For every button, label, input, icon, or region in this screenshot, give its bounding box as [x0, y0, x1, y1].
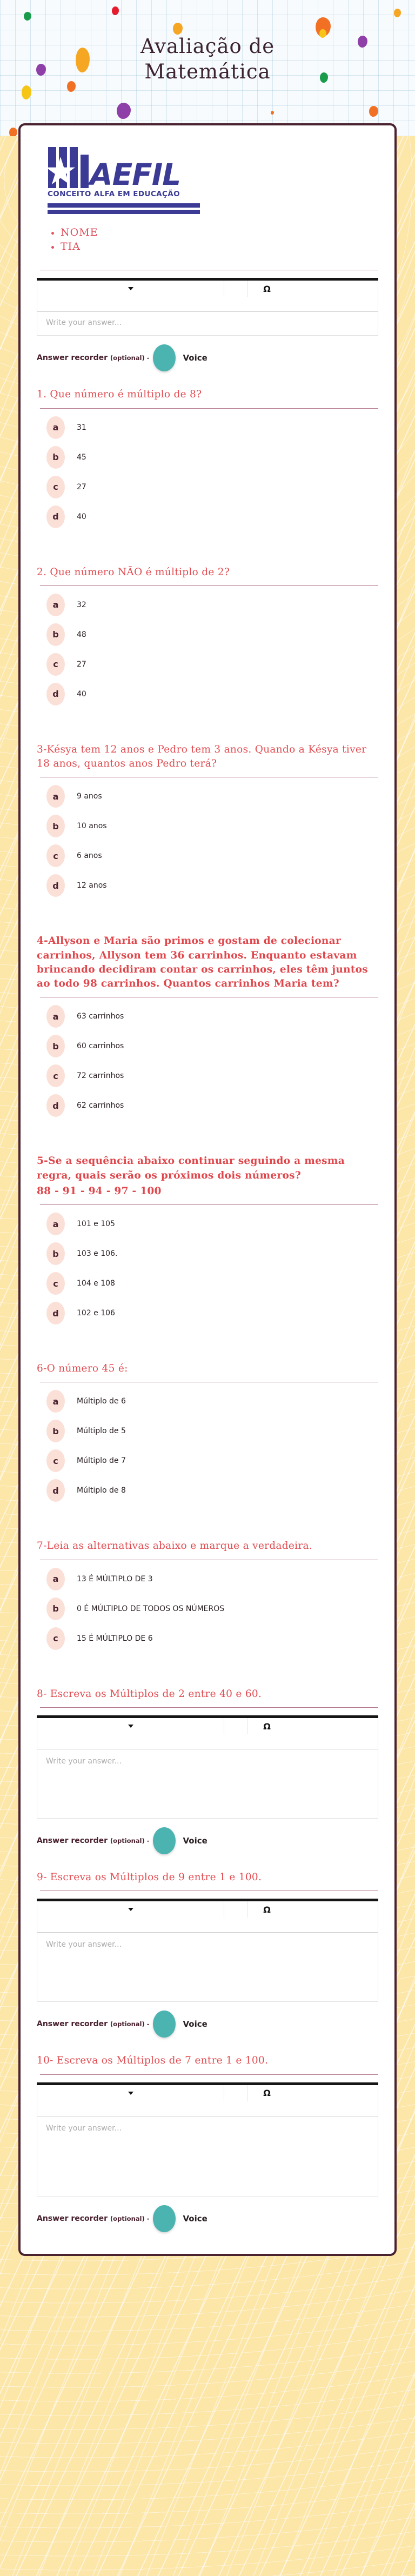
- option-key-badge: c: [46, 1064, 65, 1087]
- toolbar-divider-cell: [224, 281, 248, 297]
- option-label: 40: [77, 512, 86, 521]
- question-text: 7-Leia as alternativas abaixo e marque a verdadeira.: [37, 1540, 312, 1552]
- option-row[interactable]: [46, 1479, 378, 1502]
- omega-icon: Ω: [263, 1721, 271, 1732]
- special-character-button[interactable]: [248, 2085, 286, 2101]
- toolbar-divider-cell: [224, 2085, 248, 2101]
- voice-label: Voice: [183, 2213, 208, 2224]
- option-row[interactable]: [46, 446, 378, 469]
- editor-toolbar[interactable]: [37, 1901, 378, 1933]
- option-key-badge: b: [46, 1035, 65, 1057]
- option-row[interactable]: [46, 1272, 378, 1295]
- question-text: 9- Escreva os Múltiplos de 9 entre 1 e 100.: [37, 1872, 262, 1883]
- recorder-optional-note: (optional) -: [110, 2214, 150, 2222]
- option-row[interactable]: [46, 1449, 378, 1472]
- question-text: 4-Allyson e Maria são primos e gostam de colecionar carrinhos, Allyson tem 36 carrinhos. Enquanto estavam brincando decidiram contar os carrinhos, eles têm juntos ao todo 98 carrinhos. Quantos carrinhos Maria tem?: [37, 935, 369, 990]
- divider: [40, 2074, 378, 2075]
- divider: [40, 1204, 378, 1205]
- answer-input[interactable]: Write your answer...: [37, 2116, 378, 2196]
- option-key-badge: a: [46, 1005, 65, 1028]
- option-key-badge: d: [46, 1094, 65, 1117]
- option-label: 10 anos: [77, 822, 107, 831]
- question-sequence: 88 - 91 - 94 - 97 - 100: [37, 1185, 162, 1197]
- option-key-badge: b: [46, 1597, 65, 1620]
- answer-recorder: [37, 2205, 378, 2232]
- record-voice-button[interactable]: [153, 1827, 176, 1854]
- paint-blot-decoration: [24, 12, 31, 21]
- identity-item-tia: TIA: [61, 240, 378, 254]
- option-key-badge: c: [46, 653, 65, 676]
- option-row[interactable]: [46, 785, 378, 808]
- option-label: 48: [77, 630, 86, 639]
- option-label: 6 anos: [77, 851, 102, 861]
- recorder-label: Answer recorder (optional) -: [37, 354, 150, 363]
- question-text: 1. Que número é múltiplo de 8?: [37, 389, 202, 401]
- option-row[interactable]: [46, 594, 378, 616]
- option-key-badge: a: [46, 785, 65, 808]
- option-list: [46, 416, 378, 528]
- option-row[interactable]: [46, 1005, 378, 1028]
- special-character-button[interactable]: [248, 281, 286, 297]
- question-q7: [37, 1539, 378, 1649]
- toolbar-divider-cell: [224, 1718, 248, 1734]
- paint-blot-decoration: [394, 9, 401, 17]
- option-key-badge: a: [46, 1568, 65, 1590]
- option-row[interactable]: [46, 505, 378, 528]
- option-label: 15 É MÚLTIPLO DE 6: [77, 1634, 153, 1643]
- divider: [40, 408, 378, 409]
- omega-icon: Ω: [263, 2088, 271, 2099]
- omega-icon: Ω: [263, 1904, 271, 1915]
- question-q9: [37, 1871, 378, 2038]
- answer-recorder: [37, 1827, 378, 1854]
- option-row[interactable]: [46, 1302, 378, 1324]
- answer-input[interactable]: Write your answer...: [37, 1933, 378, 2002]
- option-row[interactable]: [46, 815, 378, 837]
- recorder-optional-note: (optional) -: [110, 1837, 150, 1845]
- option-key-badge: d: [46, 505, 65, 528]
- option-label: 31: [77, 423, 86, 432]
- option-key-badge: b: [46, 446, 65, 469]
- quiz-card: [18, 123, 397, 2256]
- option-list: [46, 1390, 378, 1502]
- option-row[interactable]: [46, 1597, 378, 1620]
- recorder-optional-note: (optional) -: [110, 354, 150, 362]
- voice-label: Voice: [183, 1836, 208, 1846]
- option-label: 12 anos: [77, 881, 107, 890]
- divider: [40, 585, 378, 586]
- option-key-badge: a: [46, 1213, 65, 1235]
- chevron-down-icon: [128, 287, 133, 290]
- option-key-badge: b: [46, 1242, 65, 1265]
- special-character-button[interactable]: [248, 1718, 286, 1734]
- page-title: [0, 34, 415, 85]
- divider: [40, 1707, 378, 1708]
- option-row[interactable]: [46, 1568, 378, 1590]
- option-label: 60 carrinhos: [77, 1042, 124, 1051]
- question-q3: [37, 743, 378, 897]
- identity-answer-block: [37, 270, 378, 371]
- option-key-badge: a: [46, 594, 65, 616]
- option-key-badge: b: [46, 815, 65, 837]
- option-label: 45: [77, 452, 86, 462]
- question-text: 10- Escreva os Múltiplos de 7 entre 1 e 100.: [37, 2055, 269, 2067]
- option-key-badge: d: [46, 1479, 65, 1502]
- recorder-label: Answer recorder (optional) -: [37, 2020, 150, 2029]
- option-label: 101 e 105: [77, 1220, 115, 1229]
- answer-editor[interactable]: [37, 1715, 378, 1819]
- option-key-badge: d: [46, 683, 65, 705]
- logo-underline: [48, 203, 209, 214]
- omega-icon: Ω: [263, 283, 271, 294]
- format-dropdown[interactable]: [37, 281, 224, 297]
- option-key-badge: c: [46, 1272, 65, 1295]
- editor-toolbar[interactable]: [37, 1718, 378, 1749]
- option-list: [46, 1213, 378, 1324]
- option-label: 63 carrinhos: [77, 1012, 124, 1021]
- paint-blot-decoration: [112, 6, 119, 15]
- paint-blot-decoration: [117, 103, 131, 119]
- option-key-badge: d: [46, 874, 65, 897]
- page-header: [0, 0, 415, 136]
- option-row[interactable]: [46, 1420, 378, 1442]
- option-key-badge: a: [46, 416, 65, 439]
- editor-toolbar[interactable]: [37, 2085, 378, 2116]
- question-q4: [37, 934, 378, 1117]
- format-dropdown[interactable]: [37, 2085, 224, 2101]
- page-title-line-1: Avaliação de: [140, 35, 275, 58]
- questions-container: [37, 270, 378, 2232]
- chevron-down-icon: [128, 2092, 133, 2095]
- recorder-label: Answer recorder (optional) -: [37, 2214, 150, 2223]
- question-q8: [37, 1687, 378, 1854]
- logo-wordmark: AEFIL: [90, 157, 181, 192]
- option-key-badge: b: [46, 623, 65, 646]
- recorder-optional-note: (optional) -: [110, 2020, 150, 2028]
- format-dropdown[interactable]: [37, 1901, 224, 1918]
- paint-blot-decoration: [271, 111, 274, 115]
- option-row[interactable]: [46, 1213, 378, 1235]
- page-title-line-2: Matemática: [144, 60, 271, 84]
- option-key-badge: c: [46, 1627, 65, 1650]
- option-row[interactable]: [46, 1035, 378, 1057]
- answer-recorder: [37, 2011, 378, 2038]
- option-key-badge: c: [46, 476, 65, 498]
- paint-blot-decoration: [173, 23, 183, 35]
- logo-mark-icon: [46, 147, 92, 188]
- option-row[interactable]: [46, 844, 378, 867]
- option-row[interactable]: [46, 683, 378, 705]
- question-text: 6-O número 45 é:: [37, 1363, 128, 1375]
- answer-editor[interactable]: [37, 2082, 378, 2196]
- option-label: 13 É MÚLTIPLO DE 3: [77, 1574, 153, 1583]
- chevron-down-icon: [128, 1725, 133, 1728]
- chevron-down-icon: [128, 1908, 133, 1911]
- question-text: 3-Késya tem 12 anos e Pedro tem 3 anos. Quando a Késya tiver 18 anos, quantos anos Pedro terá?: [37, 743, 367, 770]
- answer-editor[interactable]: [37, 1899, 378, 2002]
- option-label: Múltiplo de 5: [77, 1427, 126, 1436]
- option-row[interactable]: [46, 1242, 378, 1265]
- identity-field-list: [61, 226, 378, 254]
- option-key-badge: d: [46, 1302, 65, 1324]
- option-row[interactable]: [46, 623, 378, 646]
- option-row[interactable]: [46, 1390, 378, 1413]
- question-q2: [37, 565, 378, 705]
- question-q10: [37, 2054, 378, 2232]
- option-label: 104 e 108: [77, 1279, 115, 1288]
- toolbar-divider-cell: [224, 1901, 248, 1918]
- answer-editor[interactable]: [37, 278, 378, 336]
- question-q1: [37, 388, 378, 528]
- option-key-badge: b: [46, 1420, 65, 1442]
- question-text: 2. Que número NÃO é múltiplo de 2?: [37, 566, 230, 578]
- option-label: 103 e 106.: [77, 1249, 118, 1259]
- option-label: 9 anos: [77, 792, 102, 801]
- option-key-badge: a: [46, 1390, 65, 1413]
- option-label: 32: [77, 600, 86, 609]
- option-row[interactable]: [46, 874, 378, 897]
- option-label: Múltiplo de 8: [77, 1486, 126, 1495]
- option-list: [46, 1568, 378, 1650]
- option-label: 102 e 106: [77, 1309, 115, 1318]
- option-row[interactable]: [46, 1064, 378, 1087]
- voice-label: Voice: [183, 353, 208, 363]
- paint-blot-decoration: [369, 106, 378, 117]
- question-q5: [37, 1154, 378, 1324]
- option-list: [46, 1005, 378, 1117]
- option-row[interactable]: [46, 653, 378, 676]
- option-label: 0 É MÚLTIPLO DE TODOS OS NÚMEROS: [77, 1604, 225, 1613]
- recorder-label: Answer recorder (optional) -: [37, 1836, 150, 1845]
- paint-blot-decoration: [9, 128, 17, 136]
- option-label: Múltiplo de 7: [77, 1456, 126, 1466]
- option-label: 62 carrinhos: [77, 1101, 124, 1110]
- option-row[interactable]: [46, 416, 378, 439]
- answer-input[interactable]: Write your answer...: [37, 1749, 378, 1819]
- logo-tagline: CONCEITO ALFA EM EDUCAÇÃO: [48, 190, 180, 198]
- option-key-badge: c: [46, 844, 65, 867]
- voice-label: Voice: [183, 2019, 208, 2029]
- answer-input[interactable]: Write your answer...: [37, 312, 378, 336]
- answer-recorder: [37, 344, 378, 371]
- identity-item-nome: NOME: [61, 226, 378, 240]
- format-dropdown[interactable]: [37, 1718, 224, 1734]
- record-voice-button[interactable]: [153, 2205, 176, 2232]
- question-q6: [37, 1362, 378, 1502]
- option-label: 27: [77, 482, 86, 491]
- paint-blot-decoration: [22, 85, 31, 99]
- option-key-badge: c: [46, 1449, 65, 1472]
- option-row[interactable]: [46, 476, 378, 498]
- question-text: 8- Escreva os Múltiplos de 2 entre 40 e 60.: [37, 1688, 262, 1700]
- option-list: [46, 785, 378, 897]
- record-voice-button[interactable]: [153, 2011, 176, 2038]
- option-label: 40: [77, 689, 86, 698]
- option-label: 27: [77, 660, 86, 669]
- option-row[interactable]: [46, 1094, 378, 1117]
- option-row[interactable]: [46, 1627, 378, 1650]
- option-label: Múltiplo de 6: [77, 1397, 126, 1406]
- question-text: 5-Se a sequência abaixo continuar seguindo a mesma regra, quais serão os próximos dois números?: [37, 1155, 345, 1181]
- school-logo: [37, 139, 378, 214]
- special-character-button[interactable]: [248, 1901, 286, 1918]
- option-label: 72 carrinhos: [77, 1071, 124, 1081]
- editor-toolbar[interactable]: [37, 281, 378, 312]
- record-voice-button[interactable]: [153, 344, 176, 371]
- option-list: [46, 594, 378, 705]
